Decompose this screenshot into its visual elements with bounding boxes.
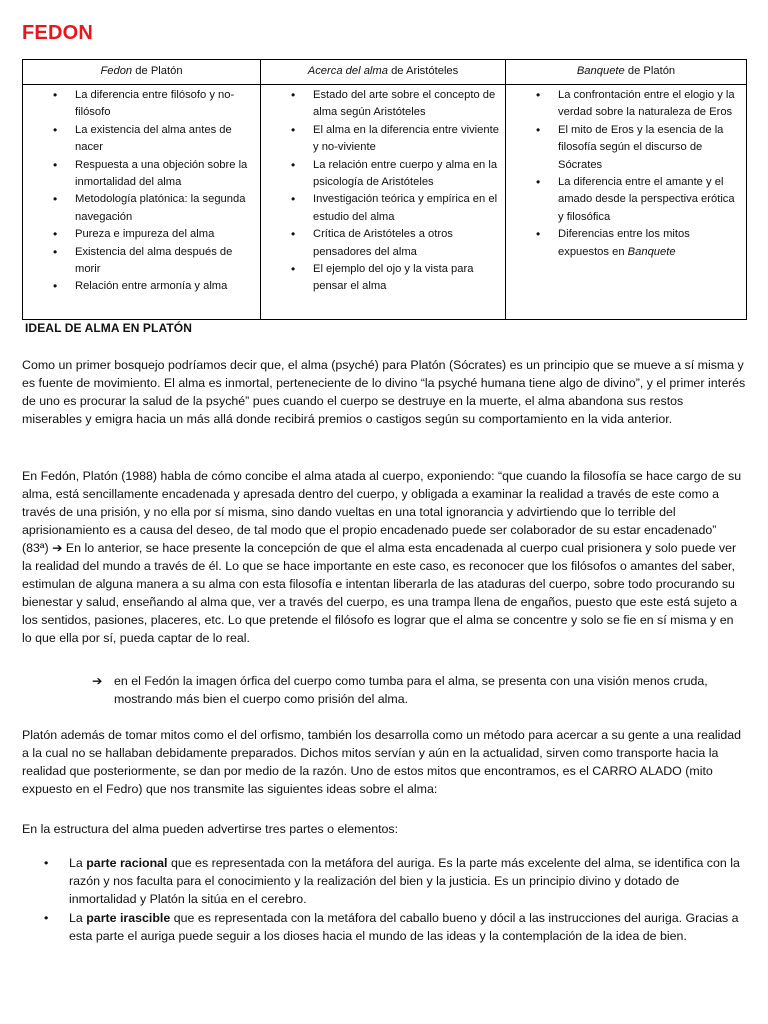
list-item: • Respuesta a una objeción sobre la inmortalidad del alma — [75, 157, 254, 192]
soul-parts-list — [22, 854, 746, 946]
paragraph-fedon — [22, 467, 746, 647]
part-description: que es representada con la metáfora del caballo bueno y dócil a las instrucciones del auriga. Gracias a esta parte el auriga puede seguir a los dioses hacia el mundo de las ideas y la contemplación de la idea de bien. — [69, 911, 739, 943]
list-item: • Investigación teórica y empírica en el estudio del alma — [313, 191, 499, 226]
part-name: parte racional — [86, 856, 168, 870]
list-item: • Existencia del alma después de morir — [75, 244, 254, 279]
fedon-topics-cell — [23, 85, 261, 320]
bullet-icon: • — [44, 911, 49, 925]
part-lead: La — [69, 856, 87, 870]
acerca-topics-cell — [261, 85, 506, 320]
header-banquete-rest: de Platón — [624, 65, 676, 78]
list-item: • Crítica de Aristóteles a otros pensadores del alma — [313, 226, 499, 261]
paragraph-mitos: Platón además de tomar mitos como el del orfismo, también los desarrolla como un método para acercar a su gente a una realidad a la cual no se hallaban debidamente preparados. Dichos mitos servían y aún en la actualidad, sirven como transporte hacia la realidad que posteriormente, se dan por medio de la razón. Uno de estos mitos que encontramos, es el CARRO ALADO (mito expuesto en el Fedro) que nos transmite las siguientes ideas sobre el alma: — [22, 728, 742, 796]
header-acerca-italic: Acerca del alma — [307, 65, 388, 78]
section-heading: IDEAL DE ALMA EN PLATÓN — [25, 321, 192, 335]
paragraph-estructura: En la estructura del alma pueden advertirse tres partes o elementos: — [22, 822, 399, 836]
list-item: • El alma en la diferencia entre viviente y no-viviente — [313, 122, 499, 157]
arrow-icon: ➔ — [52, 541, 63, 555]
header-fedon-rest: de Platón — [132, 65, 183, 78]
list-item: • Pureza e impureza del alma — [75, 226, 254, 243]
fedon-topics-list — [23, 87, 254, 296]
list-item: • La existencia del alma antes de nacer — [75, 122, 254, 157]
header-fedon-italic: Fedon — [100, 65, 133, 78]
arrow-note-text: en el Fedón la imagen órfica del cuerpo como tumba para el alma, se presenta con una visión menos cruda, mostrando más bien el cuerpo como prisión del alma. — [114, 674, 708, 706]
list-item: • El ejemplo del ojo y la vista para pensar el alma — [313, 261, 499, 296]
header-banquete-italic: Banquete — [576, 65, 625, 78]
list-item-parte-irascible — [22, 909, 746, 945]
part-name: parte irascible — [86, 911, 171, 925]
list-item-parte-racional — [22, 854, 746, 908]
part-lead: La — [69, 911, 87, 925]
list-item: • El mito de Eros y la esencia de la filosofía según el discurso de Sócrates — [558, 122, 740, 174]
list-item: • Estado del arte sobre el concepto de alma según Aristóteles — [313, 87, 499, 122]
list-item: • La diferencia entre el amante y el amado desde la perspectiva erótica y filosófica — [558, 174, 740, 226]
list-item-text: Diferencias entre los mitos expuestos en — [558, 228, 690, 258]
list-item: • Relación entre armonía y alma — [75, 278, 254, 295]
header-fedon — [23, 60, 261, 85]
header-acerca-del-alma — [261, 60, 506, 85]
header-banquete — [506, 60, 747, 85]
arrow-icon: ➔ — [92, 674, 103, 688]
paragraph-fedon-quote: En Fedón, Platón (1988) habla de cómo concibe el alma atada al cuerpo, exponiendo: “que cuando la filosofía se hace cargo de su alma, está sencillamente encadenada y apresada dentro del cuerpo, y obligada a examinar la realidad a través de este como a través de una prisión, y no ella por sí misma, sino dando vueltas en una total ignorancia y advirtiendo que lo terrible del aprisionamiento es a causa del deseo, de tal modo que el propio encadenado puede ser colaborador de su estar encadenado” (83ª) — [22, 469, 742, 555]
table-header-row — [23, 60, 747, 85]
banquete-topics-list — [506, 87, 740, 261]
acerca-topics-list — [261, 87, 499, 296]
list-item: • Metodología platónica: la segunda navegación — [75, 191, 254, 226]
list-item — [558, 226, 740, 261]
list-item: • La confrontación entre el elogio y la verdad sobre la naturaleza de Eros — [558, 87, 740, 122]
arrow-note — [92, 672, 752, 708]
page-title: FEDON — [22, 22, 93, 44]
paragraph-intro: Como un primer bosquejo podríamos decir que, el alma (psyché) para Platón (Sócrates) es un principio que se mueve a sí misma y es fuente de movimiento. El alma es inmortal, perteneciente de lo divino “la psyché humana tiene algo de divino”, y el primer interés de uno es procurar la salud de la psyché” pues cuando el cuerpo se destruye en la muerte, el alma abandona sus restos miserables y emigra hacia un más allá donde recibirá premios o castigos según su comportamiento en la vida anterior. — [22, 358, 746, 426]
list-item: • La diferencia entre filósofo y no-filósofo — [75, 87, 254, 122]
list-item-italic: Banquete — [627, 245, 676, 258]
part-description: que es representada con la metáfora del auriga. Es la parte más excelente del alma, se identifica con la razón y nos faculta para el conocimiento y la realización del bien y la justicia. Es un principio divino y dotado de inmortalidad y Platón la sitúa en el cerebro. — [69, 856, 740, 906]
paragraph-fedon-commentary: En lo anterior, se hace presente la concepción de que el alma esta encadenada al cuerpo cual prisionera y solo puede ver la realidad del mundo a través de él. Lo que se hace importante en este caso, es reconocer que los filósofos o amantes del saber, estimulan de alguna manera a su alma con esta filosofía e intentan liberarla de las ataduras del cuerpo, sobre todo procurando su bienestar y salud, enseñando al alma que, ver a través del cuerpo, es una trampa llena de engaños, puesto que este está sujeto a los sentidos, pasiones, placeres, etc. Lo que pretende el filósofo es lograr que el alma se concentre y solo se fie en sí misma y en lo que ella por sí, pueda captar de lo real. — [22, 541, 737, 645]
header-acerca-rest: de Aristóteles — [387, 65, 459, 78]
topics-table — [22, 59, 747, 320]
list-item: • La relación entre cuerpo y alma en la psicología de Aristóteles — [313, 157, 499, 192]
table-body-row — [23, 85, 747, 320]
banquete-topics-cell — [506, 85, 747, 320]
bullet-icon: • — [44, 856, 49, 870]
